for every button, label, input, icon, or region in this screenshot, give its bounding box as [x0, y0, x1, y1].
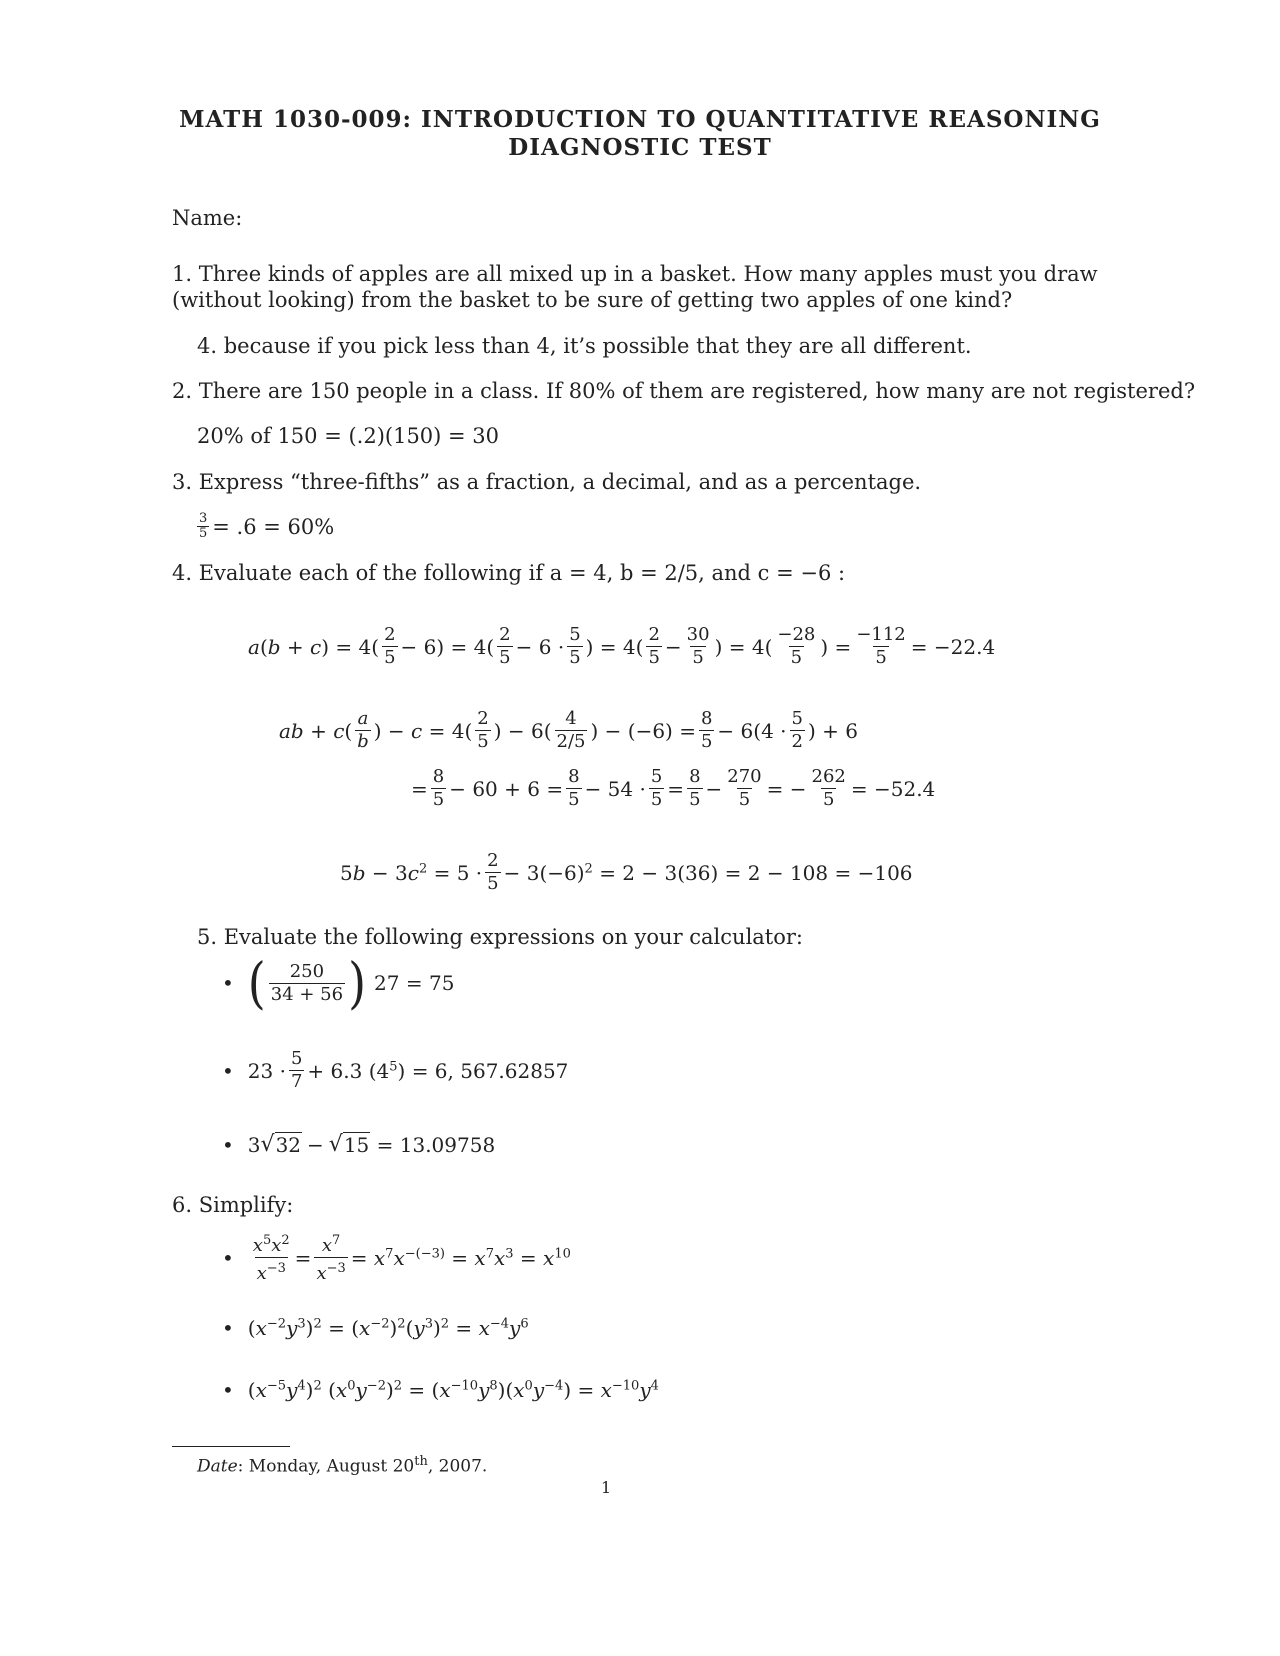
footnote-date [197, 1454, 487, 1477]
footnote-rule [172, 1446, 290, 1447]
bullet-icon: • [222, 1058, 234, 1083]
q3-text: 3. Express “three-fifths” as a fraction, a decimal, and as a percentage. [172, 470, 922, 494]
q4-equation-2-line2: = $\frac{8}{5}$ − 60 + 6 = $\frac{8}{5}$ − 54 · $\frac{5}{5}$ = $\frac{8}{5}$ − $\frac{270}{5}$ = − $\frac{262}{5}$ = −52.4 [411, 766, 936, 810]
q5-result-1: 27 = 75 [374, 971, 455, 995]
q4-result-1: = −22.4 [910, 634, 996, 659]
date-text: : Monday, August 20 [237, 1456, 415, 1477]
q6-item-2: • $(x^{-2}y^3)^2 = (x^{-2})^2(y^3)^2 = x^{-4}y^6$ [222, 1316, 529, 1340]
q6-text: 6. Simplify: [172, 1193, 294, 1217]
date-year: , 2007. [427, 1456, 488, 1477]
bullet-icon: • [222, 1378, 234, 1402]
name-label: Name: [172, 206, 243, 230]
bullet-icon: • [222, 1245, 234, 1270]
q5-item-1: • ( $\frac{250}{34 + 56}$ ) 27 = 75 [222, 950, 455, 1016]
bullet-icon: • [222, 1132, 234, 1157]
q4-equation-3: $5b - 3c^2 = 5$ · $\frac{2}{5}$ − $3(-6)^2$ = 2 − 3(36) = 2 − 108 = −106 [340, 850, 913, 894]
q1-text-line2: (without looking) from the basket to be sure of getting two apples of one kind? [172, 288, 1013, 312]
q5-result-2: = 6, 567.62857 [411, 1058, 569, 1083]
q5-text: 5. Evaluate the following expressions on your calculator: [197, 925, 803, 949]
q2-answer: 20% of 150 = (.2)(150) = 30 [197, 424, 500, 448]
q4-result-2: = −52.4 [850, 776, 936, 801]
q5-item-2: • 23 · $\frac{5}{7}$ + 6.3 $(4^5)$ = 6, 567.62857 [222, 1048, 569, 1092]
q5-item-3: • 3 √ 32 − √ 15 = 13.09758 [222, 1132, 496, 1157]
q4-equation-1: a(b + c) = 4( $\frac{2}{5}$ − 6) = 4( $\frac{2}{5}$ − 6 · $\frac{5}{5}$ ) = 4( $\frac{2}{5}$ − $\frac{30}{5}$ ) = 4( $\frac{-28}{5}$ ) = $\frac{-112}{5}$ = −22.4 [248, 624, 996, 668]
q6-item-1: • $\frac{x^5x^2}{x^{-3}}$ = $\frac{x^7}{x^{-3}}$ = $x^7x^{-(-3)} = x^7x^3 = x^{10}$ [222, 1233, 571, 1284]
q2-text: 2. There are 150 people in a class. If 80% of them are registered, how many are not registered? [172, 379, 1196, 403]
q6-item-3: • $(x^{-5}y^4)^2$ $(x^0y^{-2})^2 = (x^{-10}y^8)(x^0y^{-4}) = x^{-10}y^4$ [222, 1378, 659, 1402]
q1-answer: 4. because if you pick less than 4, it’s possible that they are all different. [197, 334, 972, 358]
title-line-1: MATH 1030-009: INTRODUCTION TO QUANTITATIVE REASONING [179, 106, 1101, 133]
bullet-icon: • [222, 1316, 234, 1340]
fraction-three-fifths: $\frac{3}{5}$ [199, 511, 208, 541]
q3-answer [194, 512, 334, 541]
q4-equation-2-line1: ab + c( $\frac{a}{b}$ ) − c = 4( $\frac{2}{5}$ ) − 6( $\frac{4}{2/5}$ ) − (−6) = $\frac{8}{5}$ − 6(4 · $\frac{5}{2}$ ) + 6 [279, 708, 858, 752]
title-line-2: DIAGNOSTIC TEST [508, 134, 772, 161]
page-number: 1 [601, 1478, 612, 1497]
q3-answer-rest: = .6 = 60% [212, 514, 335, 539]
q5-result-3: = 13.09758 [376, 1132, 496, 1157]
q1-text-line1: 1. Three kinds of apples are all mixed up in a basket. How many apples must you draw [172, 262, 1098, 286]
bullet-icon: • [222, 971, 234, 995]
date-sup: th [414, 1454, 428, 1469]
q4-text: 4. Evaluate each of the following if a = 4, b = 2/5, and c = −6 : [172, 561, 846, 585]
date-label: Date [197, 1456, 238, 1477]
q4-result-3: = 2 − 3(36) = 2 − 108 = −106 [599, 860, 913, 885]
